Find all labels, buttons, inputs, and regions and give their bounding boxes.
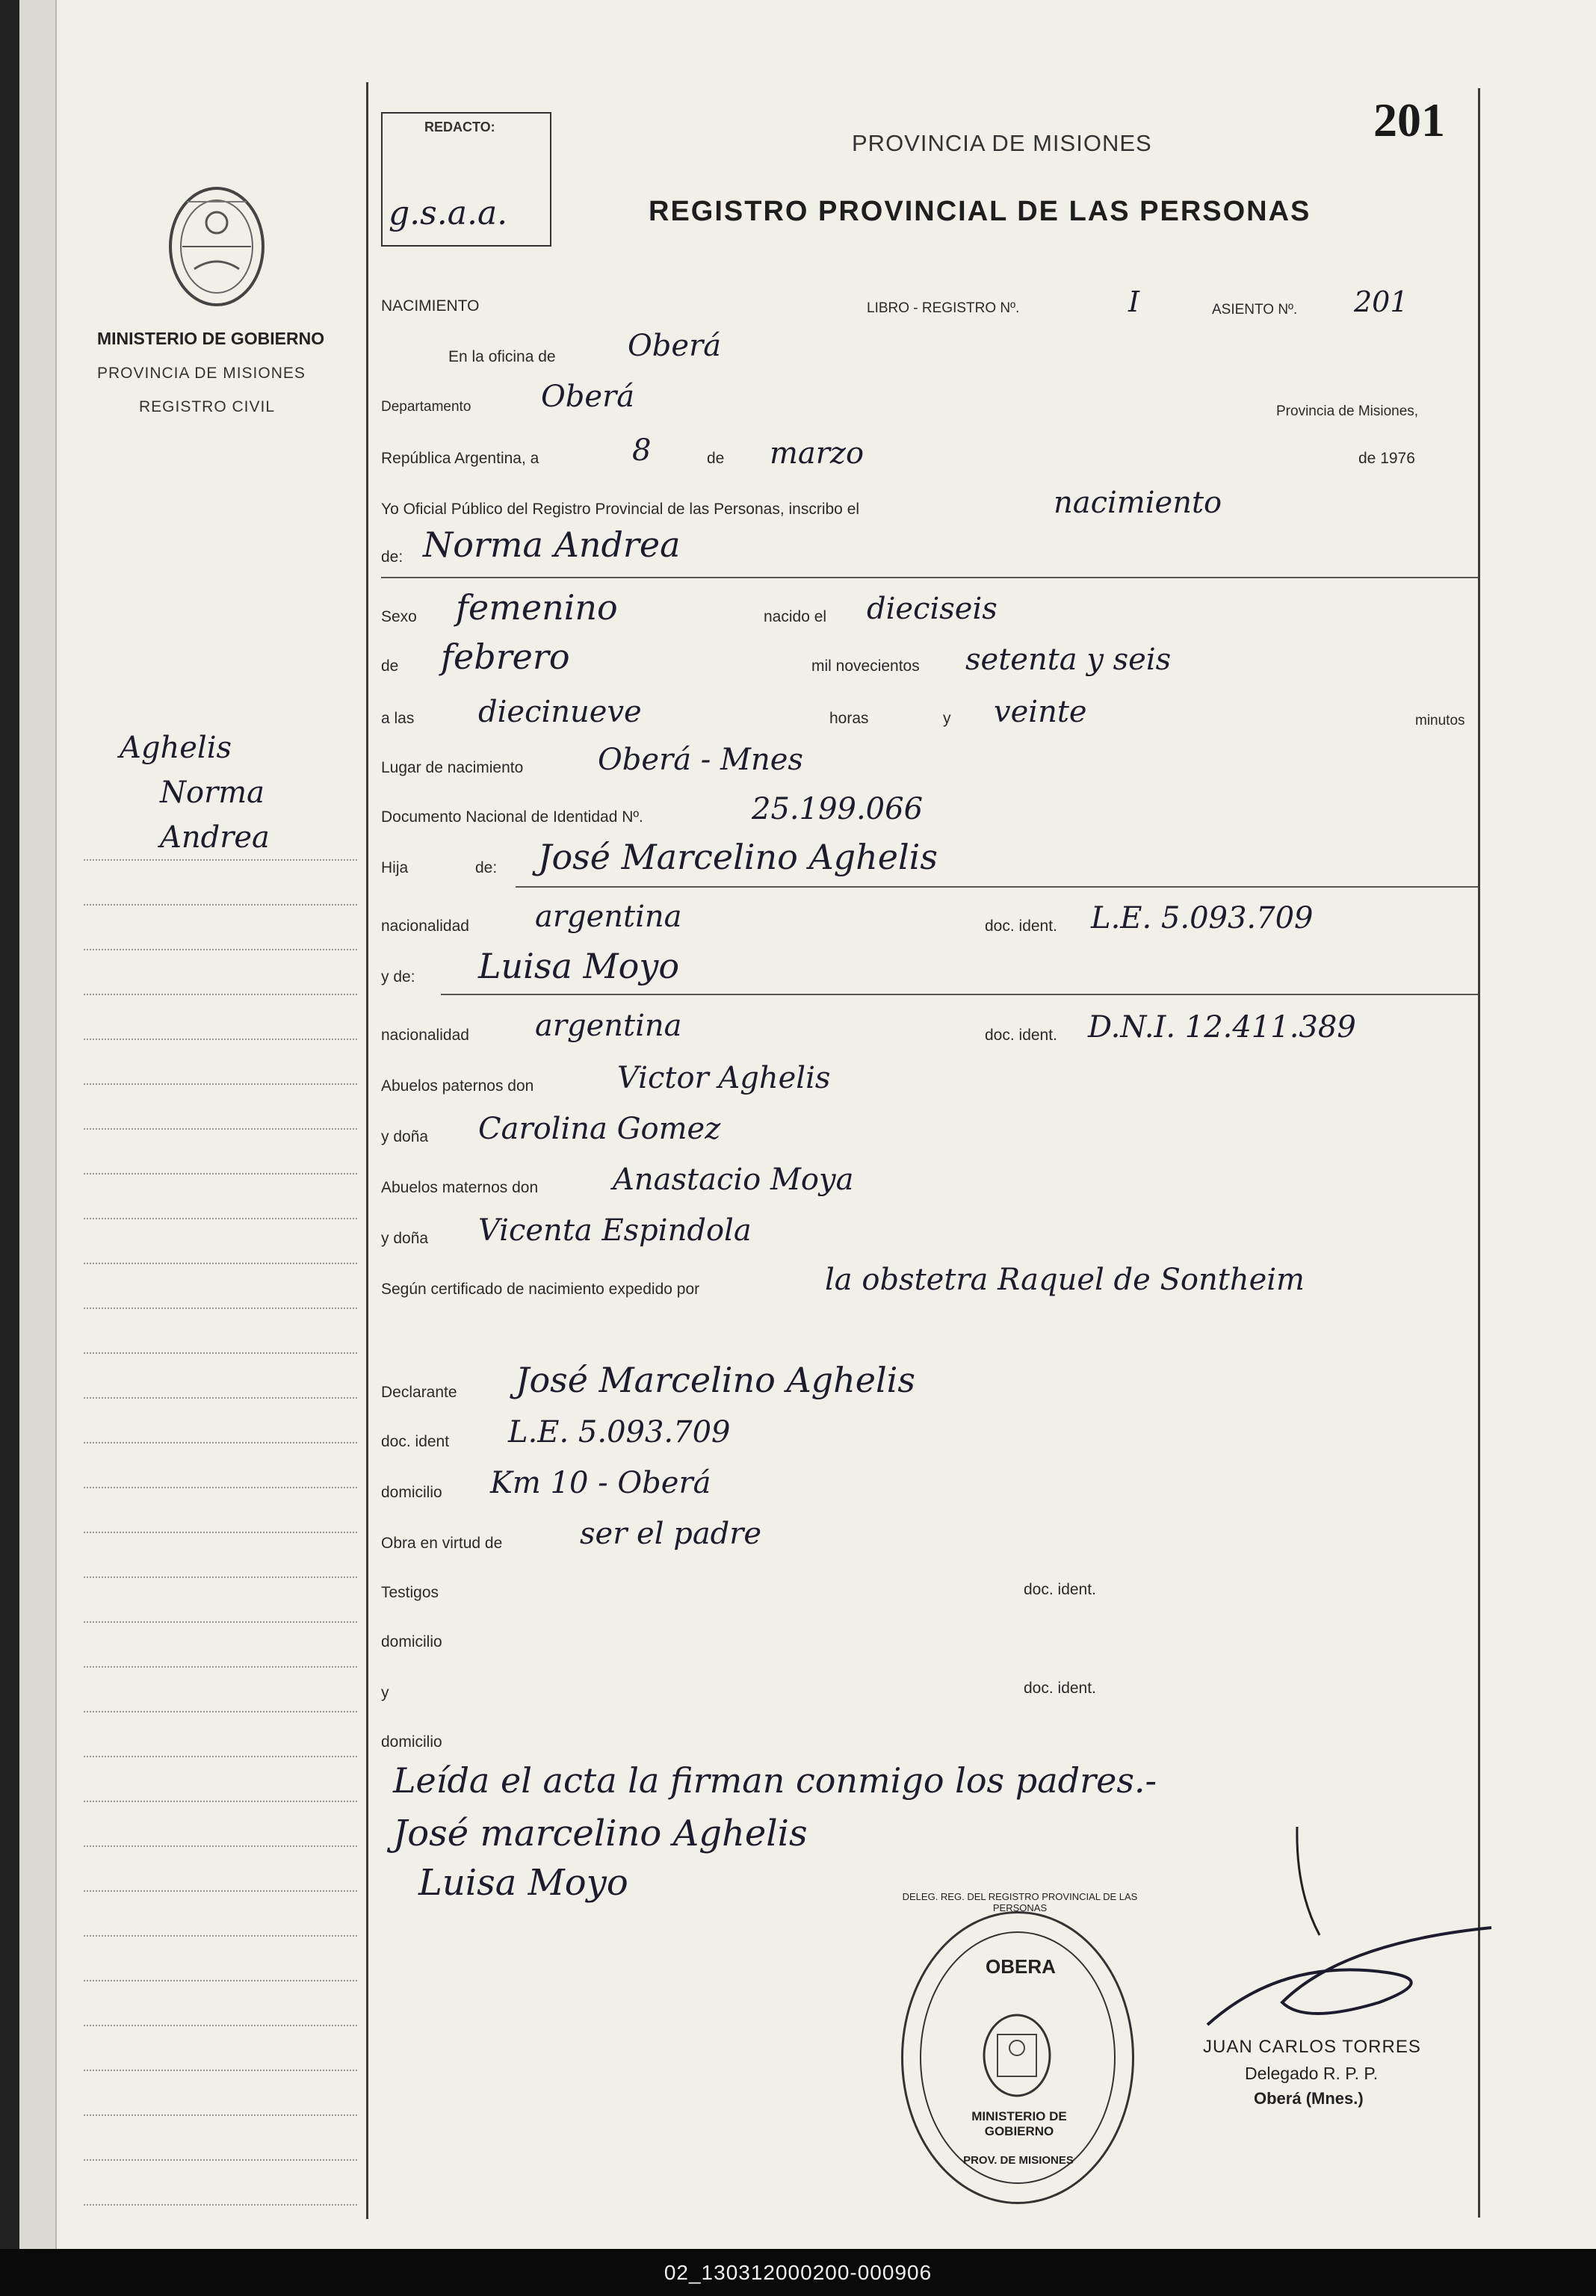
redacto-box — [381, 112, 551, 247]
mother-value: Luisa Moyo — [478, 946, 680, 986]
name-rule — [381, 577, 1478, 578]
father-docident-label: doc. ident. — [985, 918, 1057, 935]
testigo2-docident-label: doc. ident. — [1024, 1680, 1096, 1697]
oficial-label: Yo Oficial Público del Registro Provincial de las Personas, inscribo el — [381, 501, 860, 518]
oficina-value: Oberá — [628, 329, 722, 363]
margin-dotted-line — [84, 1711, 357, 1712]
asiento-label: ASIENTO Nº. — [1212, 302, 1298, 318]
declarante-label: Declarante — [381, 1384, 457, 1401]
year-label: de 1976 — [1358, 450, 1415, 467]
libro-label: LIBRO - REGISTRO Nº. — [867, 300, 1020, 316]
republica-label: República Argentina, a — [381, 450, 539, 467]
abuelos-mat-label: Abuelos maternos don — [381, 1179, 539, 1196]
hour-value: diecinueve — [478, 695, 642, 729]
day-value: 8 — [632, 433, 652, 468]
margin-dotted-line — [84, 1083, 357, 1085]
abuela-mat-value: Vicenta Espindola — [478, 1213, 752, 1248]
seal-top-text: OBERA — [986, 1955, 1056, 1978]
margin-dotted-line — [84, 2204, 357, 2206]
mother-rule — [441, 994, 1478, 995]
seal-inner-text: MINISTERIO DE GOBIERNO — [971, 2109, 1067, 2138]
departamento-label: Departamento — [381, 399, 471, 415]
province-heading: PROVINCIA DE MISIONES — [852, 130, 1152, 156]
margin-firstname: Norma — [160, 776, 265, 810]
name-value: Norma Andrea — [423, 525, 681, 565]
margin-dotted-line — [84, 1487, 357, 1488]
horas-label: horas — [829, 710, 869, 727]
minutos-label: minutos — [1415, 713, 1465, 728]
margin-dotted-line — [84, 2114, 357, 2116]
asiento-value: 201 — [1354, 285, 1408, 318]
father-signature: José marcelino Aghelis — [393, 1813, 808, 1854]
margin-dotted-line — [84, 1935, 357, 1937]
birth-year-value: setenta y seis — [965, 643, 1172, 677]
margin-dotted-line — [84, 2025, 357, 2026]
margin-dotted-line — [84, 1128, 357, 1130]
sexo-label: Sexo — [381, 608, 417, 625]
decl-doc-label: doc. ident — [381, 1433, 450, 1450]
margin-dotted-line — [84, 1666, 357, 1668]
registry-heading: REGISTRO PROVINCIAL DE LAS PERSONAS — [649, 196, 1311, 227]
father-rule — [516, 886, 1478, 888]
lugar-label: Lugar de nacimiento — [381, 759, 524, 776]
father-nat-value: argentina — [535, 900, 682, 934]
de2-label: de: — [381, 548, 403, 566]
margin-dotted-line — [84, 1890, 357, 1892]
testigos-label: Testigos — [381, 1584, 439, 1601]
de3-label: de — [381, 657, 399, 675]
nacido-value: dieciseis — [867, 592, 998, 626]
yde-label: y de: — [381, 968, 415, 985]
birth-month-value: febrero — [441, 637, 570, 677]
de4-label: de: — [475, 859, 498, 876]
minutes-value: veinte — [994, 695, 1087, 729]
domicilio2-label: domicilio — [381, 1633, 442, 1650]
segun-value: la obstetra Raquel de Sontheim — [825, 1263, 1305, 1297]
libro-value: I — [1128, 285, 1140, 318]
official-seal — [901, 1891, 1138, 2204]
margin-dotted-line — [84, 1039, 357, 1040]
dni-label: Documento Nacional de Identidad Nº. — [381, 808, 643, 826]
margin-dotted-line — [84, 1576, 357, 1578]
margin-middlename: Andrea — [160, 820, 270, 855]
margin-dotted-line — [84, 1308, 357, 1309]
right-rule — [1478, 88, 1480, 2218]
y-label: y — [943, 710, 951, 727]
page-number: 201 — [1373, 93, 1445, 146]
de-label: de — [707, 450, 725, 467]
domicilio3-label: domicilio — [381, 1733, 442, 1751]
domicilio-label: domicilio — [381, 1484, 442, 1501]
seal-bottom-text: PROV. DE MISIONES — [963, 2154, 1074, 2167]
ministry-registry: REGISTRO CIVIL — [139, 398, 276, 415]
mother-docident-label: doc. ident. — [985, 1027, 1057, 1044]
declarante-value: José Marcelino Aghelis — [516, 1360, 915, 1400]
y2-label: y — [381, 1684, 389, 1701]
abuelo-mat-value: Anastacio Moya — [613, 1163, 854, 1197]
ydona-mat-label: y doña — [381, 1230, 429, 1247]
officer-signature-icon — [1193, 1913, 1506, 2047]
ministry-province: PROVINCIA DE MISIONES — [97, 365, 306, 382]
sexo-value: femenino — [456, 587, 618, 628]
margin-dotted-line — [84, 994, 357, 995]
nacimiento-label: NACIMIENTO — [381, 297, 480, 315]
mother-signature: Luisa Moyo — [418, 1862, 628, 1904]
seal-ring-text: DELEG. REG. DEL REGISTRO PROVINCIAL DE LAS PERSONAS — [902, 1891, 1138, 1913]
officer-place: Oberá (Mnes.) — [1254, 2089, 1364, 2108]
seal-emblem-icon — [978, 2011, 1056, 2100]
margin-dotted-line — [84, 1352, 357, 1354]
nac-label: nacionalidad — [381, 918, 469, 935]
alas-label: a las — [381, 710, 415, 727]
oficial-value: nacimiento — [1054, 486, 1222, 520]
oficina-label: En la oficina de — [448, 348, 556, 365]
provincia-label: Provincia de Misiones, — [1276, 403, 1419, 419]
margin-surname: Aghelis — [120, 731, 232, 765]
testigos-docident-label: doc. ident. — [1024, 1581, 1096, 1598]
margin-dotted-line — [84, 859, 357, 861]
decl-doc-value: L.E. 5.093.709 — [508, 1415, 731, 1449]
abuelo-pat-value: Victor Aghelis — [617, 1061, 831, 1095]
hija-label: Hija — [381, 859, 409, 876]
obra-label: Obra en virtud de — [381, 1535, 503, 1552]
redacto-value: g.s.a.a. — [389, 194, 508, 232]
file-id: 02_130312000200-000906 — [664, 2261, 932, 2284]
dni-value: 25.199.066 — [752, 792, 924, 826]
margin-dotted-line — [84, 1621, 357, 1623]
lugar-value: Oberá - Mnes — [598, 743, 803, 777]
margin-dotted-line — [84, 949, 357, 950]
margin-dotted-line — [84, 2070, 357, 2071]
officer-name: JUAN CARLOS TORRES — [1203, 2037, 1421, 2057]
ydona-pat-label: y doña — [381, 1128, 429, 1145]
nacido-label: nacido el — [764, 608, 827, 625]
departamento-value: Oberá — [541, 380, 635, 414]
domicilio-value: Km 10 - Oberá — [490, 1466, 711, 1500]
segun-label: Según certificado de nacimiento expedido por — [381, 1281, 700, 1298]
mother-nat-value: argentina — [535, 1009, 682, 1043]
obra-value: ser el padre — [580, 1517, 762, 1551]
margin-dotted-line — [84, 1263, 357, 1264]
father-value: José Marcelino Aghelis — [538, 837, 938, 877]
redacto-label: REDACTO: — [424, 120, 495, 134]
margin-dotted-line — [84, 1756, 357, 1757]
coat-of-arms-icon — [157, 179, 276, 314]
left-column-rule — [366, 82, 368, 2219]
margin-dotted-line — [84, 1980, 357, 1981]
margin-dotted-line — [84, 904, 357, 906]
margin-dotted-line — [84, 2159, 357, 2161]
binding-strip — [19, 0, 57, 2249]
margin-dotted-line — [84, 1442, 357, 1443]
margin-dotted-line — [84, 1845, 357, 1847]
mil-label: mil novecientos — [811, 657, 920, 675]
abuelos-pat-label: Abuelos paternos don — [381, 1077, 534, 1095]
closing-text: Leída el acta la firman conmigo los padres.- — [393, 1760, 1157, 1801]
mother-doc-value: D.N.I. 12.411.389 — [1088, 1010, 1356, 1045]
officer-title: Delegado R. P. P. — [1245, 2064, 1379, 2083]
father-doc-value: L.E. 5.093.709 — [1091, 901, 1314, 935]
margin-dotted-line — [84, 1218, 357, 1219]
margin-dotted-line — [84, 1532, 357, 1533]
margin-dotted-line — [84, 1397, 357, 1399]
margin-dotted-line — [84, 1801, 357, 1802]
month-value: marzo — [770, 436, 864, 471]
abuela-pat-value: Carolina Gomez — [478, 1112, 721, 1146]
nac2-label: nacionalidad — [381, 1027, 469, 1044]
ministry-title: MINISTERIO DE GOBIERNO — [97, 329, 325, 348]
binding-edge — [0, 0, 19, 2249]
margin-dotted-line — [84, 1173, 357, 1175]
